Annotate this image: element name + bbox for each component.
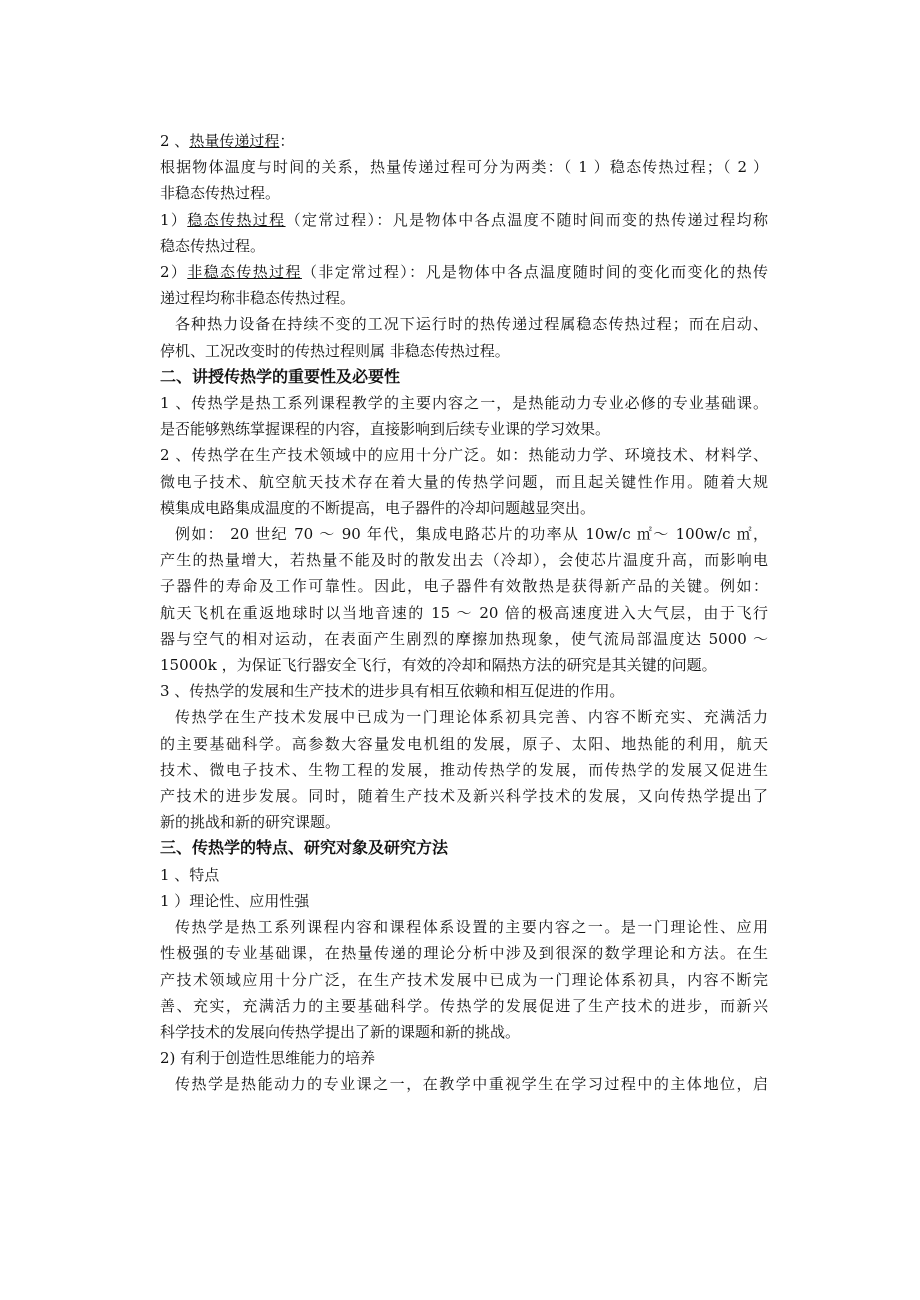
- paragraph-line: 各种热力设备在持续不变的工况下运行时的热传递过程属稳态传热过程；而在启动、: [175, 315, 768, 334]
- definition-steady: [160, 207, 768, 233]
- paragraph-line: 器与空气的相对运动，在表面产生剧烈的摩擦加热现象，使气流局部温度达 5000 ～: [160, 629, 768, 648]
- paragraph-line: 停机、工况改变时的传热过程则属 非稳态传热过程。: [160, 341, 510, 360]
- paragraph-line: 递过程均称非稳态传热过程。: [160, 289, 356, 308]
- paragraph-line: 传热学是热能动力的专业课之一，在教学中重视学生在学习过程中的主体地位，启: [175, 1075, 768, 1094]
- subsection-title: 1 、特点: [160, 865, 220, 884]
- paragraph-line: 新的挑战和新的研究课题。: [160, 813, 341, 832]
- paragraph-line: 子器件的寿命及工作可靠性。因此，电子器件有效散热是获得新产品的关键。例如：: [160, 577, 768, 596]
- paragraph-line: 传热学在生产技术发展中已成为一门理论体系初具完善、内容不断充实、充满活力: [175, 708, 768, 727]
- definition-unsteady: [160, 259, 768, 285]
- list-number: 1）: [160, 210, 188, 229]
- list-number: 2）: [160, 263, 188, 282]
- section-2-title: [160, 128, 768, 154]
- paragraph-line: 1 、传热学是热工系列课程教学的主要内容之一，是热能动力专业必修的专业基础课。: [160, 394, 768, 413]
- paragraph-line: 稳态传热过程。: [160, 236, 266, 255]
- paragraph-line: 性极强的专业基础课，在热量传递的理论分析中涉及到很深的数学理论和方法。在生: [160, 944, 768, 963]
- subsection-title: 1 ）理论性、应用性强: [160, 891, 310, 910]
- paragraph-line: 根据物体温度与时间的关系，热量传递过程可分为两类：（ 1 ）稳态传热过程；（ 2 ）: [160, 158, 768, 177]
- paragraph-line: 非稳态传热过程。: [160, 184, 281, 203]
- paragraph-line: 15000k ，为保证飞行器安全飞行，有效的冷却和隔热方法的研究是其关键的问题。: [160, 656, 717, 675]
- term-underlined: 稳态传热过程: [187, 210, 286, 229]
- definition-text: （非定常过程）：凡是物体中各点温度随时间的变化而变化的热传: [301, 263, 768, 282]
- list-number: 2 、: [160, 132, 190, 150]
- subsection-title: 2) 有利于创造性思维能力的培养: [160, 1049, 376, 1068]
- paragraph-line: 的主要基础科学。高参数大容量发电机组的发展，原子、太阳、地热能的利用，航天: [160, 734, 768, 753]
- document-page: [160, 128, 768, 1098]
- paragraph-line: 航天飞机在重返地球时以当地音速的 15 ～ 20 倍的极高速度进入大气层，由于飞行: [160, 603, 768, 622]
- term-underlined: 非稳态传热过程: [187, 263, 302, 282]
- paragraph-line: 传热学是热工系列课程内容和课程体系设置的主要内容之一。是一门理论性、应用: [175, 918, 768, 937]
- term-underlined: 热量传递过程: [189, 132, 280, 150]
- paragraph-line: 产技术领域应用十分广泛，在生产技术发展中已成为一门理论体系初具，内容不断完: [160, 970, 768, 989]
- section-heading: 三、传热学的特点、研究对象及研究方法: [160, 838, 449, 858]
- paragraph-line: 模集成电路集成温度的不断提高，电子器件的冷却问题越显突出。: [160, 498, 596, 517]
- section-heading: 二、讲授传热学的重要性及必要性: [160, 366, 401, 386]
- paragraph-line: 产生的热量增大，若热量不能及时的散发出去（冷却），会使芯片温度升高，而影响电: [160, 551, 768, 570]
- paragraph-line: 例如： 20 世纪 70 ～ 90 年代，集成电路芯片的功率从 10w/c ㎡～ 100w/c ㎡，: [175, 525, 768, 544]
- paragraph-line: 微电子技术、航空航天技术存在着大量的传热学问题，而且起关键性作用。随着大规: [160, 472, 768, 491]
- paragraph-line: 善、充实，充满活力的主要基础科学。传热学的发展促进了生产技术的进步，而新兴: [160, 996, 768, 1015]
- paragraph-line: 是否能够熟练掌握课程的内容，直接影响到后续专业课的学习效果。: [160, 420, 611, 439]
- paragraph-line: 科学技术的发展向传热学提出了新的课题和新的挑战。: [160, 1022, 521, 1041]
- paragraph-line: 2 、传热学在生产技术领域中的应用十分广泛。如：热能动力学、环境技术、材料学、: [160, 446, 768, 465]
- definition-text: （定常过程）：凡是物体中各点温度不随时间而变的热传递过程均称: [285, 210, 768, 229]
- paragraph-line: 3 、传热学的发展和生产技术的进步具有相互依赖和相互促进的作用。: [160, 682, 625, 701]
- paragraph-line: 产技术的进步发展。同时，随着生产技术及新兴科学技术的发展，又向传热学提出了: [160, 787, 768, 806]
- paragraph-line: 技术、微电子技术、生物工程的发展，推动传热学的发展，而传热学的发展又促进生: [160, 760, 768, 779]
- punctuation: ：: [279, 132, 295, 150]
